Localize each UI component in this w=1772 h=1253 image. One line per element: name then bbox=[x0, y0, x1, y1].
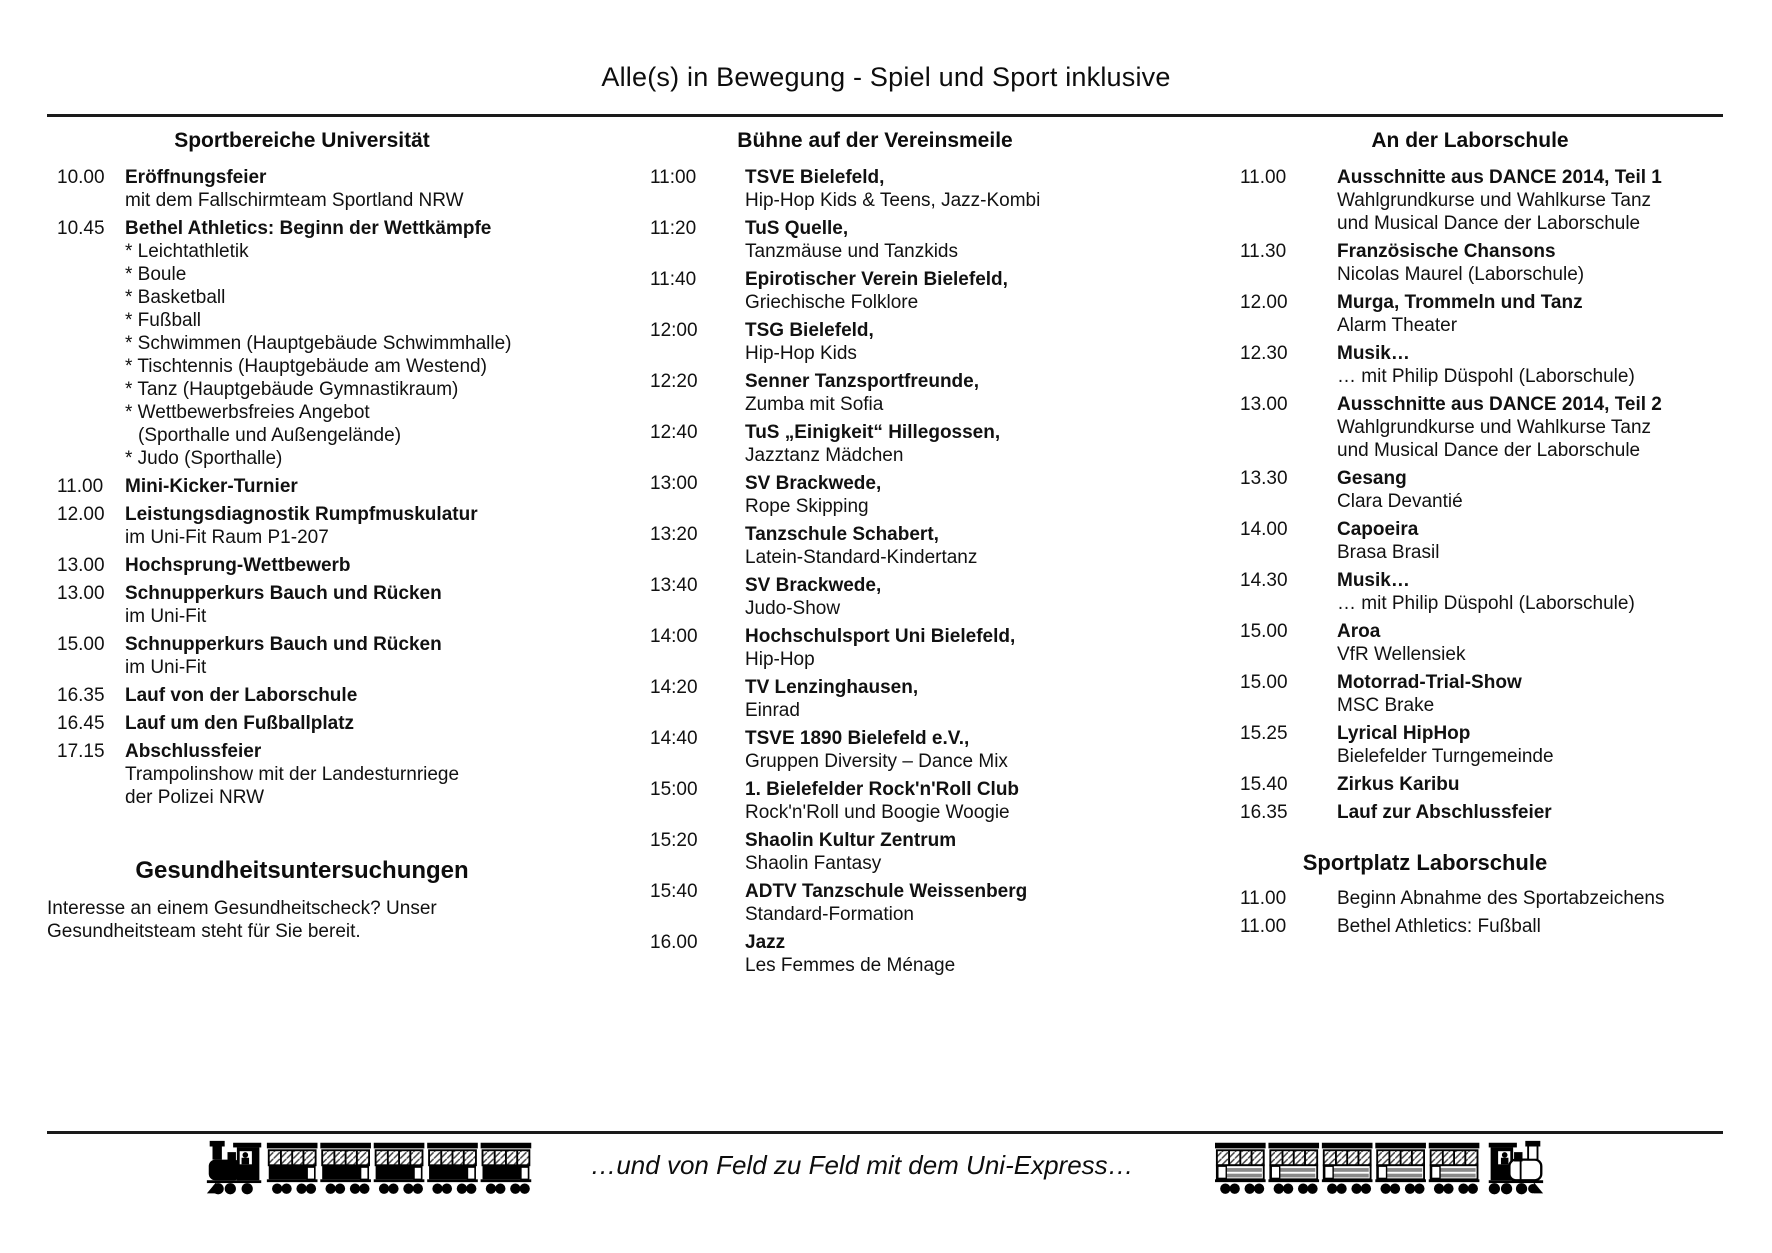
entry-detail: im Uni-Fit bbox=[125, 657, 207, 678]
entry-lines bbox=[745, 472, 1110, 518]
entry-title: Musik… bbox=[1337, 343, 1410, 364]
entry-time: 17.15 bbox=[57, 741, 105, 762]
entry-detail: und Musical Dance der Laborschule bbox=[1337, 213, 1641, 234]
entry-detail: MSC Brake bbox=[1337, 695, 1435, 716]
entry-time: 15.40 bbox=[1240, 774, 1288, 795]
entry-detail: Griechische Folklore bbox=[745, 292, 919, 313]
schedule-entry bbox=[1240, 671, 1700, 717]
entry-detail: Beginn Abnahme des Sportabzeichens bbox=[1337, 888, 1665, 909]
entry-title: Ausschnitte aus DANCE 2014, Teil 2 bbox=[1337, 394, 1662, 415]
entry-title: Gesang bbox=[1337, 468, 1407, 489]
entry-title: TSVE 1890 Bielefeld e.V., bbox=[745, 728, 970, 749]
entry-lines bbox=[1337, 915, 1700, 938]
entry-lines bbox=[745, 931, 1110, 977]
entry-title: Schnupperkurs Bauch und Rücken bbox=[125, 583, 442, 604]
schedule-entry bbox=[1240, 915, 1700, 938]
schedule-entry bbox=[640, 829, 1110, 875]
entry-detail: Hip-Hop bbox=[745, 649, 815, 670]
schedule-entry bbox=[640, 625, 1110, 671]
schedule-entry bbox=[47, 217, 557, 470]
footer-caption: …und von Feld zu Feld mit dem Uni-Express… bbox=[590, 1150, 1134, 1180]
schedule-entry bbox=[640, 370, 1110, 416]
schedule-entry bbox=[640, 574, 1110, 620]
entry-title: Hochsprung-Wettbewerb bbox=[125, 555, 351, 576]
schedule-entry bbox=[640, 217, 1110, 263]
section-paragraph bbox=[47, 897, 557, 943]
column-body bbox=[47, 166, 557, 943]
entry-time: 15.00 bbox=[1240, 672, 1288, 693]
entry-time: 12:20 bbox=[650, 371, 698, 392]
column-body bbox=[640, 166, 1110, 977]
entry-title: SV Brackwede, bbox=[745, 473, 882, 494]
entry-lines bbox=[1337, 166, 1700, 235]
entry-title: Capoeira bbox=[1337, 519, 1419, 540]
schedule-entry bbox=[47, 684, 557, 707]
schedule-entry bbox=[47, 475, 557, 498]
entry-time: 11.00 bbox=[1240, 888, 1287, 909]
entry-title: Murga, Trommeln und Tanz bbox=[1337, 292, 1583, 313]
entry-lines bbox=[1337, 887, 1700, 910]
entry-time: 12.00 bbox=[57, 504, 105, 525]
entry-time: 13:00 bbox=[650, 473, 698, 494]
entry-lines bbox=[745, 625, 1110, 671]
section-heading: Sportplatz Laborschule bbox=[1302, 850, 1548, 875]
column-header: Bühne auf der Vereinsmeile bbox=[737, 129, 1013, 152]
schedule-entry bbox=[640, 676, 1110, 722]
entry-title: Senner Tanzsportfreunde, bbox=[745, 371, 980, 392]
entry-detail: Trampolinshow mit der Landesturnriege bbox=[125, 764, 460, 785]
entry-time: 14:40 bbox=[650, 728, 698, 749]
entry-lines bbox=[1337, 291, 1700, 337]
entry-detail: Brasa Brasil bbox=[1337, 542, 1440, 563]
entry-title: Französische Chansons bbox=[1337, 241, 1556, 262]
entry-title: Zirkus Karibu bbox=[1337, 774, 1460, 795]
entry-title: Aroa bbox=[1337, 621, 1381, 642]
paragraph-line: Interesse an einem Gesundheitscheck? Unser bbox=[47, 898, 437, 919]
entry-detail: mit dem Fallschirmteam Sportland NRW bbox=[125, 190, 464, 211]
schedule-entry bbox=[640, 778, 1110, 824]
entry-title: Tanzschule Schabert, bbox=[745, 524, 939, 545]
entry-time: 13.30 bbox=[1240, 468, 1288, 489]
entry-detail: der Polizei NRW bbox=[125, 787, 265, 808]
entry-lines bbox=[745, 727, 1110, 773]
schedule-entry bbox=[640, 931, 1110, 977]
entry-time: 13:20 bbox=[650, 524, 698, 545]
entry-lines bbox=[745, 523, 1110, 569]
entry-detail: Wahlgrundkurse und Wahlkurse Tanz bbox=[1337, 417, 1652, 438]
entry-title: TuS „Einigkeit“ Hillegossen, bbox=[745, 422, 1001, 443]
entry-time: 12.30 bbox=[1240, 343, 1288, 364]
entry-lines bbox=[125, 475, 557, 498]
entry-detail: Einrad bbox=[745, 700, 800, 721]
steam-train-right-icon bbox=[1215, 1139, 1545, 1199]
entry-detail: Jazztanz Mädchen bbox=[745, 445, 904, 466]
entry-lines bbox=[745, 268, 1110, 314]
entry-title: Lyrical HipHop bbox=[1337, 723, 1471, 744]
entry-title: TSG Bielefeld, bbox=[745, 320, 874, 341]
entry-title: Shaolin Kultur Zentrum bbox=[745, 830, 957, 851]
entry-detail: und Musical Dance der Laborschule bbox=[1337, 440, 1641, 461]
entry-detail: * Tanz (Hauptgebäude Gymnastikraum) bbox=[125, 379, 459, 400]
entry-lines bbox=[745, 319, 1110, 365]
entry-time: 11.00 bbox=[1240, 916, 1287, 937]
entry-time: 15.25 bbox=[1240, 723, 1288, 744]
schedule-entry bbox=[1240, 393, 1700, 462]
entry-lines bbox=[1337, 342, 1700, 388]
entry-title: Leistungsdiagnostik Rumpfmuskulatur bbox=[125, 504, 478, 525]
entry-title: TV Lenzinghausen, bbox=[745, 677, 919, 698]
entry-detail: (Sporthalle und Außengelände) bbox=[138, 425, 402, 446]
entry-time: 10.45 bbox=[57, 218, 105, 239]
schedule-entry bbox=[47, 554, 557, 577]
entry-detail: Bethel Athletics: Fußball bbox=[1337, 916, 1541, 937]
entry-detail: … mit Philip Düspohl (Laborschule) bbox=[1337, 366, 1635, 387]
schedule-entry bbox=[640, 523, 1110, 569]
schedule-entry bbox=[640, 880, 1110, 926]
entry-time: 11:00 bbox=[650, 167, 697, 188]
entry-lines bbox=[1337, 569, 1700, 615]
entry-title: ADTV Tanzschule Weissenberg bbox=[745, 881, 1028, 902]
entry-time: 14.00 bbox=[1240, 519, 1288, 540]
schedule-entry bbox=[640, 166, 1110, 212]
entry-lines bbox=[125, 582, 557, 628]
entry-detail: * Schwimmen (Hauptgebäude Schwimmhalle) bbox=[125, 333, 512, 354]
entry-lines bbox=[745, 166, 1110, 212]
entry-time: 14.30 bbox=[1240, 570, 1288, 591]
schedule-entry bbox=[1240, 467, 1700, 513]
column-body bbox=[1240, 166, 1700, 938]
entry-title: Eröffnungsfeier bbox=[125, 167, 267, 188]
entry-detail: Latein-Standard-Kindertanz bbox=[745, 547, 978, 568]
schedule-entry bbox=[47, 582, 557, 628]
entry-time: 15:00 bbox=[650, 779, 698, 800]
section-heading: Gesundheitsuntersuchungen bbox=[135, 857, 469, 884]
schedule-entry bbox=[1240, 240, 1700, 286]
entry-detail: VfR Wellensiek bbox=[1337, 644, 1466, 665]
entry-lines bbox=[745, 574, 1110, 620]
entry-lines bbox=[745, 217, 1110, 263]
schedule-entry bbox=[640, 319, 1110, 365]
entry-detail: Zumba mit Sofia bbox=[745, 394, 884, 415]
entry-detail: Wahlgrundkurse und Wahlkurse Tanz bbox=[1337, 190, 1652, 211]
schedule-entry bbox=[640, 472, 1110, 518]
entry-time: 15:20 bbox=[650, 830, 698, 851]
schedule-entry bbox=[1240, 166, 1700, 235]
entry-time: 11.00 bbox=[1240, 167, 1287, 188]
entry-lines bbox=[1337, 801, 1700, 824]
entry-title: 1. Bielefelder Rock'n'Roll Club bbox=[745, 779, 1020, 800]
entry-time: 12:00 bbox=[650, 320, 698, 341]
schedule-entry bbox=[47, 712, 557, 735]
entry-detail: Shaolin Fantasy bbox=[745, 853, 882, 874]
entry-title: Epirotischer Verein Bielefeld, bbox=[745, 269, 1008, 290]
entry-lines bbox=[125, 740, 557, 809]
entry-title: Musik… bbox=[1337, 570, 1410, 591]
entry-title: Lauf von der Laborschule bbox=[125, 685, 358, 706]
top-divider bbox=[47, 114, 1723, 117]
entry-lines bbox=[125, 503, 557, 549]
entry-lines bbox=[745, 421, 1110, 467]
entry-detail: Gruppen Diversity – Dance Mix bbox=[745, 751, 1008, 772]
entry-lines bbox=[125, 217, 557, 470]
entry-lines bbox=[745, 676, 1110, 722]
entry-time: 11:20 bbox=[650, 218, 697, 239]
schedule-entry bbox=[47, 503, 557, 549]
entry-lines bbox=[745, 370, 1110, 416]
schedule-entry bbox=[1240, 518, 1700, 564]
entry-detail: im Uni-Fit Raum P1-207 bbox=[125, 527, 329, 548]
entry-detail: Tanzmäuse und Tanzkids bbox=[745, 241, 958, 262]
entry-time: 13.00 bbox=[57, 583, 105, 604]
entry-detail: Clara Devantié bbox=[1337, 491, 1463, 512]
schedule-entry bbox=[640, 421, 1110, 467]
entry-lines bbox=[745, 829, 1110, 875]
column-buehne-vereinsmeile bbox=[640, 128, 1110, 982]
schedule-entry bbox=[640, 268, 1110, 314]
entry-title: Mini-Kicker-Turnier bbox=[125, 476, 298, 497]
entry-time: 16.00 bbox=[650, 932, 698, 953]
entry-lines bbox=[1337, 467, 1700, 513]
entry-time: 14:00 bbox=[650, 626, 698, 647]
entry-detail: Les Femmes de Ménage bbox=[745, 955, 956, 976]
entry-lines bbox=[125, 166, 557, 212]
entry-title: Jazz bbox=[745, 932, 786, 953]
entry-detail: im Uni-Fit bbox=[125, 606, 207, 627]
entry-title: Lauf zur Abschlussfeier bbox=[1337, 802, 1552, 823]
entry-title: TuS Quelle, bbox=[745, 218, 849, 239]
entry-time: 13:40 bbox=[650, 575, 698, 596]
entry-time: 11.30 bbox=[1240, 241, 1287, 262]
entry-detail: Bielefelder Turngemeinde bbox=[1337, 746, 1554, 767]
entry-lines bbox=[1337, 620, 1700, 666]
entry-time: 15:40 bbox=[650, 881, 698, 902]
column-header: Sportbereiche Universität bbox=[174, 129, 430, 152]
entry-detail: Standard-Formation bbox=[745, 904, 914, 925]
entry-lines bbox=[1337, 671, 1700, 717]
entry-title: SV Brackwede, bbox=[745, 575, 882, 596]
entry-lines bbox=[1337, 773, 1700, 796]
column-an-der-laborschule bbox=[1240, 128, 1700, 943]
entry-time: 15.00 bbox=[1240, 621, 1288, 642]
schedule-entry bbox=[47, 633, 557, 679]
bottom-divider bbox=[47, 1131, 1723, 1134]
entry-detail: * Basketball bbox=[125, 287, 226, 308]
column-sportbereiche-universitaet bbox=[47, 128, 557, 943]
schedule-entry bbox=[1240, 773, 1700, 796]
schedule-entry bbox=[1240, 620, 1700, 666]
entry-detail: * Tischtennis (Hauptgebäude am Westend) bbox=[125, 356, 487, 377]
entry-detail: * Judo (Sporthalle) bbox=[125, 448, 283, 469]
schedule-entry bbox=[1240, 887, 1700, 910]
entry-detail: * Leichtathletik bbox=[125, 241, 249, 262]
entry-lines bbox=[125, 633, 557, 679]
entry-title: Ausschnitte aus DANCE 2014, Teil 1 bbox=[1337, 167, 1662, 188]
entry-detail: Hip-Hop Kids & Teens, Jazz-Kombi bbox=[745, 190, 1041, 211]
entry-detail: * Wettbewerbsfreies Angebot bbox=[125, 402, 370, 423]
entry-lines bbox=[125, 684, 557, 707]
entry-detail: Alarm Theater bbox=[1337, 315, 1458, 336]
entry-detail: Rock'n'Roll und Boogie Woogie bbox=[745, 802, 1010, 823]
entry-detail: Rope Skipping bbox=[745, 496, 869, 517]
entry-detail: Nicolas Maurel (Laborschule) bbox=[1337, 264, 1585, 285]
schedule-entry bbox=[1240, 569, 1700, 615]
entry-title: Abschlussfeier bbox=[125, 741, 262, 762]
page-title: Alle(s) in Bewegung - Spiel und Sport inklusive bbox=[601, 62, 1171, 92]
entry-detail: Hip-Hop Kids bbox=[745, 343, 857, 364]
entry-lines bbox=[1337, 240, 1700, 286]
entry-time: 12.00 bbox=[1240, 292, 1288, 313]
entry-title: Motorrad-Trial-Show bbox=[1337, 672, 1522, 693]
entry-lines bbox=[1337, 393, 1700, 462]
entry-time: 16.35 bbox=[1240, 802, 1288, 823]
entry-title: TSVE Bielefeld, bbox=[745, 167, 885, 188]
schedule-entry bbox=[1240, 801, 1700, 824]
schedule-entry bbox=[1240, 291, 1700, 337]
steam-train-right-icon bbox=[1215, 1139, 1545, 1199]
entry-title: Hochschulsport Uni Bielefeld, bbox=[745, 626, 1016, 647]
paragraph-line: Gesundheitsteam steht für Sie bereit. bbox=[47, 921, 361, 942]
entry-lines bbox=[1337, 722, 1700, 768]
entry-time: 14:20 bbox=[650, 677, 698, 698]
schedule-entry bbox=[640, 727, 1110, 773]
entry-time: 12:40 bbox=[650, 422, 698, 443]
entry-detail: * Fußball bbox=[125, 310, 202, 331]
entry-time: 10.00 bbox=[57, 167, 105, 188]
schedule-entry bbox=[1240, 722, 1700, 768]
column-header: An der Laborschule bbox=[1371, 129, 1569, 152]
schedule-entry bbox=[1240, 342, 1700, 388]
entry-time: 11:40 bbox=[650, 269, 697, 290]
entry-time: 13.00 bbox=[57, 555, 105, 576]
entry-lines bbox=[125, 554, 557, 577]
entry-time: 15.00 bbox=[57, 634, 105, 655]
schedule-entry bbox=[47, 166, 557, 212]
entry-time: 16.35 bbox=[57, 685, 105, 706]
entry-title: Bethel Athletics: Beginn der Wettkämpfe bbox=[125, 218, 492, 239]
entry-lines bbox=[745, 880, 1110, 926]
entry-detail: … mit Philip Düspohl (Laborschule) bbox=[1337, 593, 1635, 614]
entry-lines bbox=[745, 778, 1110, 824]
entry-time: 16.45 bbox=[57, 713, 105, 734]
entry-time: 13.00 bbox=[1240, 394, 1288, 415]
schedule-entry bbox=[47, 740, 557, 809]
entry-time: 11.00 bbox=[57, 476, 104, 497]
entry-title: Schnupperkurs Bauch und Rücken bbox=[125, 634, 442, 655]
entry-title: Lauf um den Fußballplatz bbox=[125, 713, 355, 734]
entry-lines bbox=[125, 712, 557, 735]
entry-detail: Judo-Show bbox=[745, 598, 841, 619]
entry-detail: * Boule bbox=[125, 264, 187, 285]
entry-lines bbox=[1337, 518, 1700, 564]
